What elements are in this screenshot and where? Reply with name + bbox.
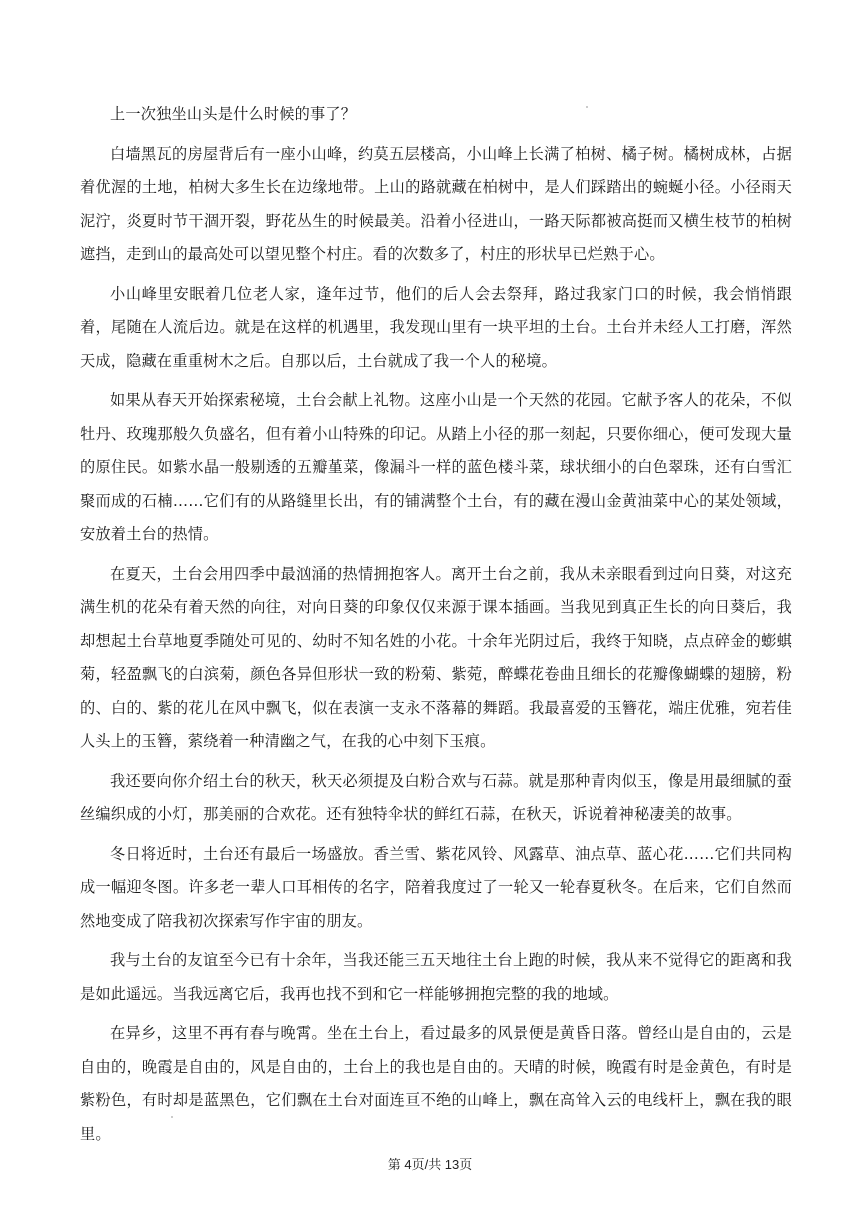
paragraph-winter: 冬日将近时，土台还有最后一场盛放。香兰雪、紫花风铃、风露草、油点草、蓝心花……它们共同构成一幅迎冬图。许多老一辈人口耳相传的名字，陪着我度过了一轮又一轮春夏秋冬。在后来，它们自然而然地变成了陪我初次探索写作宇宙的朋友。	[80, 844, 792, 930]
scan-speck	[171, 1116, 173, 1118]
scan-speck	[586, 106, 588, 108]
paragraph-mountain: 白墙黑瓦的房屋背后有一座小山峰，约莫五层楼高，小山峰上长满了柏树、橘子树。橘树成林，占据着优渥的土地，柏树大多生长在边缘地带。上山的路就藏在柏树中，是人们踩踏出的蜿蜒小径。小径雨天泥泞，炎夏时节干涸开裂，野花丛生的时候最美。沿着小径进山，一路天际都被高挺而又横生枝节的柏树遮挡，走到山的最高处可以望见整个村庄。看的次数多了，村庄的形状早已烂熟于心。	[80, 144, 792, 263]
paragraph-abroad: 在异乡，这里不再有春与晚霄。坐在土台上，看过最多的风景便是黄昏日落。曾经山是自由的，云是自由的，晚霞是自由的，风是自由的，土台上的我也是自由的。天晴的时候，晚霞有时是金黄色，有时是紫粉色，有时却是蓝黑色，它们飘在土台对面连亘不绝的山峰上，飘在高耸入云的电线杆上，飘在我的眼里。	[80, 1024, 792, 1143]
paragraph-friendship: 我与土台的友谊至今已有十余年，当我还能三五天地往土台上跑的时候，我从来不觉得它的距离和我是如此遥远。当我远离它后，我再也找不到和它一样能够拥抱完整的我的地域。	[80, 951, 792, 1003]
essay-body	[80, 98, 792, 1157]
page-number: 第 4页/共 13页	[387, 1157, 473, 1172]
paragraph-autumn: 我还要向你介绍土台的秋天，秋天必须提及白粉合欢与石蒜。就是那种青肉似玉，像是用最细腻的蚕丝编织成的小灯，那美丽的合欢花。还有独特伞状的鲜红石蒜，在秋天，诉说着神秘凄美的故事。	[80, 771, 792, 823]
paragraph-summer: 在夏天，土台会用四季中最汹涌的热情拥抱客人。离开土台之前，我从未亲眼看到过向日葵，对这充满生机的花朵有着天然的向往，对向日葵的印象仅仅来源于课本插画。当我见到真正生长的向日葵后，我却想起土台草地夏季随处可见的、幼时不知名姓的小花。十余年光阴过后，我终于知晓，点点碎金的蟛蜞菊，轻盈飘飞的白滨菊，颜色各异但形状一致的粉菊、紫菀，醉蝶花卷曲且细长的花瓣像蝴蝶的翅膀，粉的、白的、紫的花儿在风中飘飞，似在表演一支永不落幕的舞蹈。我最喜爱的玉簪花，端庄优雅，宛若佳人头上的玉簪，萦绕着一种清幽之气，在我的心中刻下玉痕。	[80, 564, 792, 750]
paragraph-spring: 如果从春天开始探索秘境，土台会献上礼物。这座小山是一个天然的花园。它献予客人的花朵，不似牡丹、玫瑰那般久负盛名，但有着小山特殊的印记。从踏上小径的那一刻起，只要你细心，便可发现大量的原住民。如紫水晶一般剔透的五瓣堇菜，像漏斗一样的蓝色楼斗菜，球状细小的白色翠珠，还有白雪汇聚而成的石楠……它们有的从路缝里长出，有的铺满整个土台，有的藏在漫山金黄油菜中心的某处领域，安放着土台的热情。	[80, 391, 792, 543]
paragraph-question: 上一次独坐山头是什么时候的事了？	[110, 105, 357, 123]
paragraph-secret-terrace: 小山峰里安眠着几位老人家，逢年过节，他们的后人会去祭拜，路过我家门口的时候，我会悄悄跟着，尾随在人流后边。就是在这样的机遇里，我发现山里有一块平坦的土台。土台并未经人工打磨，浑然天成，隐藏在重重树木之后。自那以后，土台就成了我一个人的秘境。	[80, 284, 792, 370]
